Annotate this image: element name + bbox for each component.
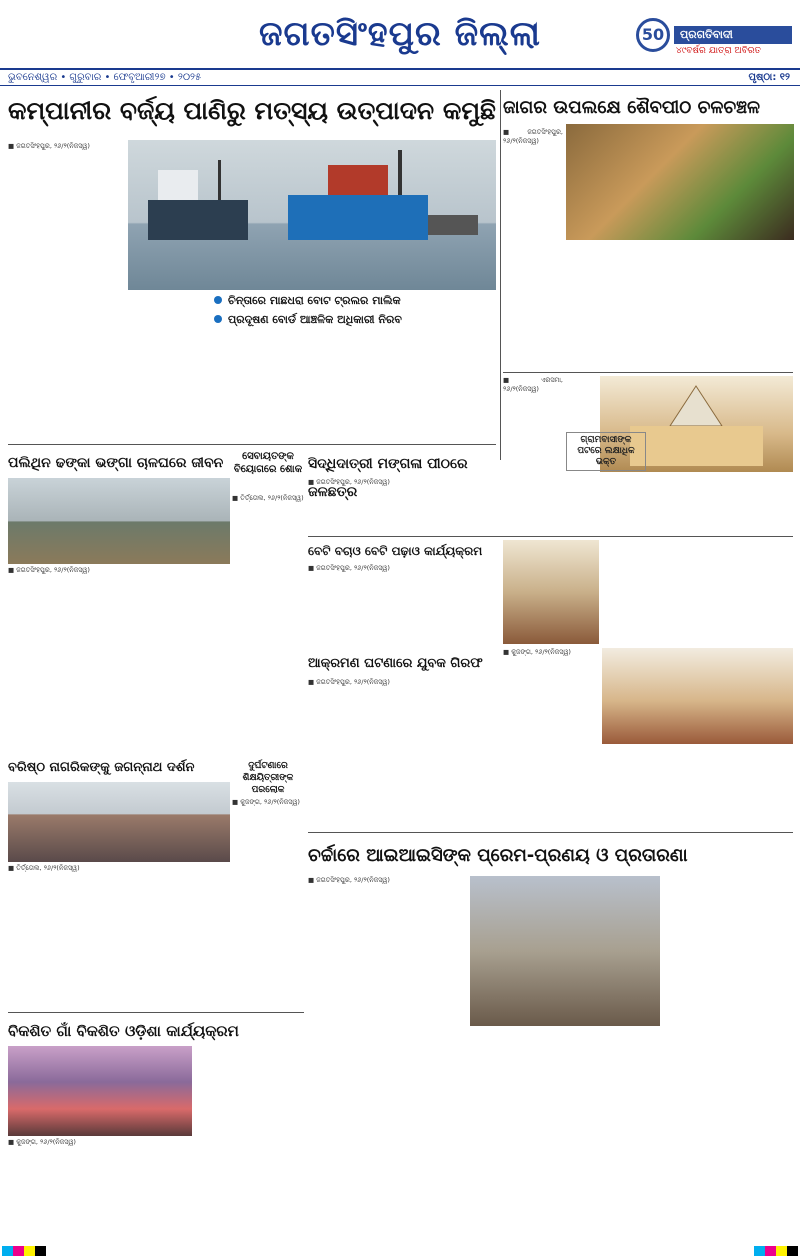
shok-headline: ସେବାୟତଙ୍କ ବିୟୋଗରେ ଶୋକ xyxy=(233,451,303,475)
siddhidatri-text-right xyxy=(503,476,793,534)
ship-hull-3 xyxy=(428,215,478,235)
lead-callout-2: ପ୍ରଦୂଷଣ ବୋର୍ଡ ଆଞ୍ଚଳିକ ଅଧିକାରୀ ନିରବ xyxy=(214,312,496,328)
polythene-text xyxy=(8,566,230,752)
anniversary-badge: 50 xyxy=(636,18,670,52)
viksit-dateline: ■ କୁଜଙ୍ଗ, ୨୬/୨(ନିଜସ୍ୱ) xyxy=(8,1138,76,1146)
temple-spire xyxy=(670,386,722,426)
color-registration-bar xyxy=(2,1246,46,1256)
row-divider-left-low xyxy=(8,1012,304,1013)
charcha-photo-officers xyxy=(470,876,660,1026)
siddhidatri-text xyxy=(308,478,496,534)
charcha-text-col1 xyxy=(308,876,468,1132)
charcha-text-col3 xyxy=(664,876,793,1228)
brand-tagline: ୪୯ବର୍ଷର ଯାତ୍ରା ଅବିରତ xyxy=(676,46,761,56)
dateline-bar xyxy=(0,68,800,86)
shaivapith-text-col1 xyxy=(503,128,563,238)
lead-dateline: ■ ଜଗତସିଂହପୁର, ୨୬/୨(ନିଜସ୍ୱ) xyxy=(8,142,90,150)
lead-headline: କମ୍ପାନୀର ବର୍ଜ୍ୟ ପାଣିରୁ ମତ୍ସ୍ୟ ଉତ୍ପାଦନ କମୁଛି xyxy=(8,96,496,125)
ship-hull-1 xyxy=(148,200,248,240)
polythene-photo-hut xyxy=(8,478,230,564)
page-number: ପୃଷ୍ଠା: ୧୨ xyxy=(748,72,790,83)
ekamra-label: ଗ୍ରାମବାସୀଙ୍କ ପଟରେ ଲକ୍ଷାଧିକ ଭକ୍ତ xyxy=(566,432,646,471)
senior-dateline: ■ ତିର୍ତ୍ତୋଲ, ୨୬/୨(ନିଜସ୍ୱ) xyxy=(8,864,80,872)
senior-photo-group xyxy=(8,782,230,862)
kujang-dateline: ■ କୁଜଙ୍ଗ, ୨୬/୨(ନିଜସ୍ୱ) xyxy=(503,648,571,656)
masthead xyxy=(0,0,800,68)
viksit-headline: ବିକଶିତ ଗାଁ ବିକଶିତ ଓଡ଼ିଶା କାର୍ଯ୍ୟକ୍ରମ xyxy=(8,1022,239,1040)
beti-dateline: ■ ଜଗତସିଂହପୁର, ୨୬/୨(ନିଜସ୍ୱ) xyxy=(308,564,390,572)
viksit-text-col2 xyxy=(194,1046,304,1232)
ekamra-dateline: ■ ଏରସମା, ୨୬/୨(ନିଜସ୍ୱ) xyxy=(503,376,563,393)
polythene-headline: ପଲିଥିନ ଢଙ୍କା ଭଙ୍ଗା ଚାଳଘରେ ଜୀବନ xyxy=(8,455,224,471)
senior-headline: ବରିଷ୍ଠ ନାଗରିକଙ୍କୁ ଜଗନ୍ନାଥ ଦର୍ଶନ xyxy=(8,760,195,775)
ship-cabin-2 xyxy=(328,165,388,195)
shok-dateline: ■ ତିର୍ତ୍ତୋଲ, ୨୬/୨(ନିଜସ୍ୱ) xyxy=(232,494,304,502)
polythene-dateline: ■ ଜଗତସିଂହପୁର, ୨୬/୨(ନିଜସ୍ୱ) xyxy=(8,566,90,574)
column-divider xyxy=(500,90,501,460)
newspaper-logo: ପ୍ରଗତିବାଦୀ xyxy=(674,26,792,44)
row-divider-low xyxy=(308,832,793,833)
kujang-text-right xyxy=(602,746,793,828)
shikshak-headline-1: ଦୁର୍ଘଟଣାରେ xyxy=(248,761,288,771)
shok-text xyxy=(232,494,304,644)
row-divider-mid xyxy=(308,536,793,537)
shaivapith-photo-crowd xyxy=(566,124,794,240)
kujang-photo-temple xyxy=(602,648,793,744)
beti-headline: ବେଟି ବଚାଓ ବେଟି ପଢ଼ାଓ କାର୍ଯ୍ୟକ୍ରମ xyxy=(308,544,483,558)
viksit-text xyxy=(8,1138,192,1232)
shaivapith-headline: ଜାଗର ଉପଲକ୍ଷେ ଶୈବପୀଠ ଚଳଚଞ୍ଚଳ xyxy=(503,97,761,118)
charcha-headline: ଚର୍ଚ୍ଚାରେ ଆଇଆଇସିଙ୍କ ପ୍ରେମ-ପ୍ରଣୟ ଓ ପ୍ରତାରଣା xyxy=(308,845,688,866)
beti-photo-shrine xyxy=(503,540,599,644)
beti-text-right xyxy=(602,540,793,644)
akraman-dateline: ■ ଜଗତସିଂହପୁର, ୨୬/୨(ନିଜସ୍ୱ) xyxy=(308,678,390,686)
lead-text-col3 xyxy=(214,335,496,440)
shaivapith-text-main xyxy=(503,242,793,372)
shaivapith-dateline: ■ ଜଗତସିଂହପୁର, ୨୬/୨(ନିଜସ୍ୱ) xyxy=(503,128,563,145)
akraman-text xyxy=(308,678,496,828)
lead-photo-ships xyxy=(128,140,496,290)
ekamra-text xyxy=(503,376,563,472)
ship-cabin-1 xyxy=(158,170,198,200)
temple-base xyxy=(630,426,763,466)
charcha-text-col2 xyxy=(470,1028,660,1228)
issue-date: ଭୁବନେଶ୍ୱର • ଗୁରୁବାର • ଫେବୃଆରୀ୨୭ • ୨୦୨୫ xyxy=(8,72,202,83)
row-divider xyxy=(8,444,496,445)
row-divider-right xyxy=(503,372,793,373)
lead-text-col4 xyxy=(128,342,212,440)
ship-mast-2 xyxy=(398,150,402,195)
ship-illustration xyxy=(128,140,496,290)
shikshak-headline xyxy=(232,760,304,796)
akraman-headline: ଆକ୍ରମଣ ଘଟଣାରେ ଯୁବକ ଗିରଫ xyxy=(308,656,483,671)
ship-hull-2 xyxy=(288,195,428,240)
color-registration-bar xyxy=(754,1246,798,1256)
siddhidatri-headline: ସିଦ୍ଧିଦାତ୍ରୀ ମଙ୍ଗଳା ପୀଠରେ ଜଳଛତ୍ର xyxy=(308,456,468,500)
lead-text-col1 xyxy=(8,142,126,482)
siddhidatri-dateline: ■ ଜଗତସିଂହପୁର, ୨୬/୨(ନିଜସ୍ୱ) xyxy=(308,478,390,486)
charcha-dateline: ■ ଜଗତସିଂହପୁର, ୨୬/୨(ନିଜସ୍ୱ) xyxy=(308,876,390,884)
page-title: ଜଗତସିଂହପୁର ଜିଲ୍ଲା xyxy=(259,14,541,54)
shikshak-text xyxy=(232,798,304,928)
viksit-photo-meeting xyxy=(8,1046,192,1136)
beti-text xyxy=(308,564,496,644)
kujang-text xyxy=(503,648,599,828)
ship-mast-1 xyxy=(218,160,221,200)
senior-text xyxy=(8,864,230,1008)
shikshak-headline-2: ଶିକ୍ଷୟିତ୍ରୀଙ୍କ ପରଲୋକ xyxy=(242,773,294,795)
shikshak-dateline: ■ କୁଜଙ୍ଗ, ୨୬/୨(ନିଜସ୍ୱ) xyxy=(232,798,300,806)
lead-callout-1: ଚିନ୍ତାରେ ମାଛଧରା ବୋଟ ଟ୍ରଲର ମାଲିକ xyxy=(214,293,496,309)
